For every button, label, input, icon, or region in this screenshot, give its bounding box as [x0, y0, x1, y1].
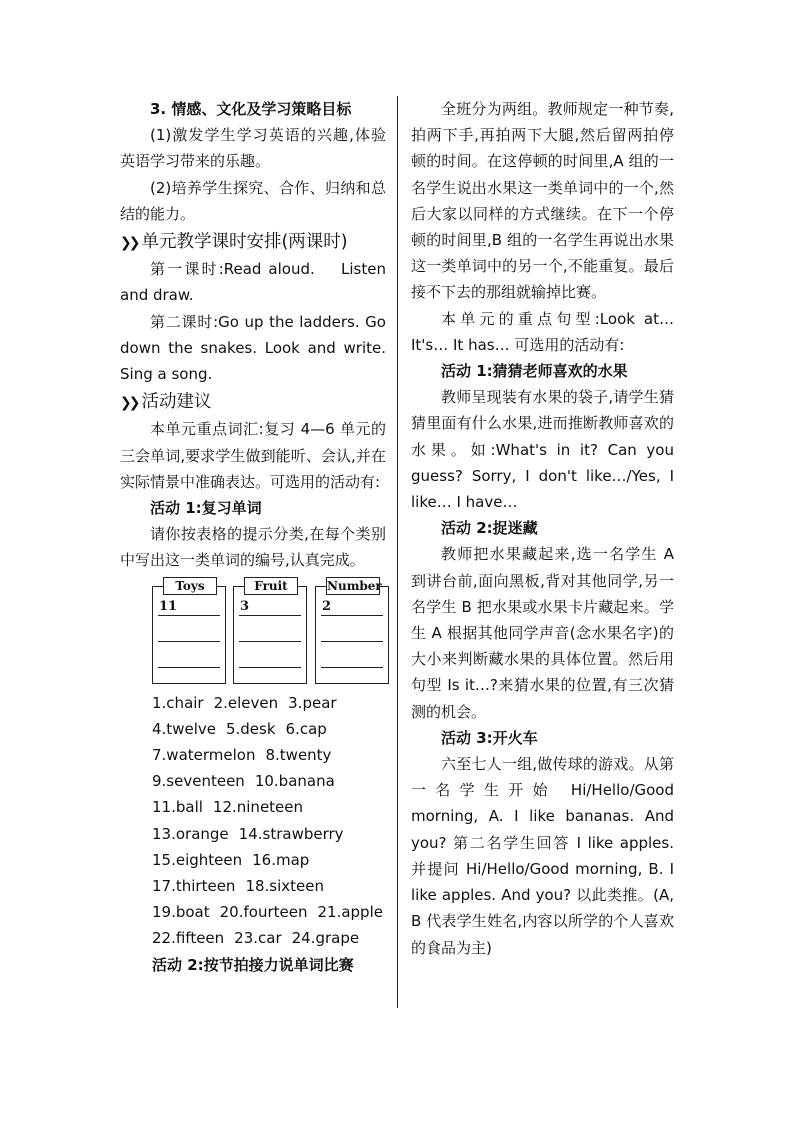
word-item: 8.twenty — [265, 746, 332, 765]
category-label: Fruit — [244, 577, 298, 595]
activity-3-desc: 六至七人一组,做传球的游戏。从第一名学生开始 Hi/Hello/Good morning, A. I like bananas. And you? 第二名学生回答 I like apples. 并提问 Hi/Hello/Good morning, B. I like apples. And you? 以此类推。(A, B 代表学生姓名,内容以所学的个人喜欢的食品为主) — [411, 755, 674, 957]
activity-1-title: 活动 1:猜猜老师喜欢的水果 — [441, 362, 628, 381]
category-entry: 11 — [159, 598, 178, 614]
word-line — [152, 847, 386, 873]
goal-2: (2)培养学生探究、合作、归纳和总结的能力。 — [120, 178, 386, 223]
activity-1-desc: 教师呈现装有水果的袋子,请学生猜猜里面有什么水果,进而推断教师喜欢的水果。如:What's in it? Can you guess? Sorry, I don't like…/Yes, I like… I have… — [411, 388, 674, 512]
rhythm-game-desc: 全班分为两组。教师规定一种节奏,拍两下手,再拍两下大腿,然后留两拍停顿的时间。在这停顿的时间里,A 组的一名学生说出水果这一类单词中的一个,然后大家以同样的方式继续。在下一个停顿的时间里,B 组的一名学生再说出水果这一类单词中的另一个,不能重复。最后接不下去的那组就输掉比赛。 — [411, 100, 674, 302]
word-line — [152, 873, 386, 899]
word-item: 14.strawberry — [238, 824, 344, 843]
word-item: 3.pear — [288, 693, 337, 712]
word-item: 10.banana — [254, 772, 335, 791]
section-heading-goals: 3. 情感、文化及学习策略目标 — [150, 100, 352, 118]
activity-2-desc: 教师把水果藏起来,选一名学生 A 到讲台前,面向黑板,背对其他同学,另一名学生 B 把水果或水果卡片藏起来。学生 A 根据其他同学声音(念水果名字)的大小来判断藏水果的具体位置。然后用句型 Is it…?来猜水果的位置,有三次猜测的机会。 — [411, 545, 674, 721]
category-entry: 2 — [322, 598, 332, 614]
column-divider — [397, 96, 398, 1008]
word-item: 1.chair — [152, 693, 204, 712]
category-box-number — [315, 578, 389, 684]
word-item: 13.orange — [152, 824, 229, 843]
activity-heading-text: 活动建议 — [141, 392, 212, 413]
right-column — [411, 96, 674, 961]
word-item: 18.sixteen — [245, 877, 324, 896]
activity-2-title: 活动 2:捉迷藏 — [441, 519, 538, 538]
word-line — [152, 716, 386, 742]
word-item: 23.car — [234, 929, 282, 948]
word-item: 4.twelve — [152, 719, 216, 738]
schedule-heading-text: 单元教学课时安排(两课时) — [141, 232, 348, 253]
activity-1-title: 活动 1:复习单词 — [150, 499, 262, 518]
double-chevron-icon: ❯❯ — [120, 235, 138, 252]
word-item: 17.thirteen — [152, 877, 236, 896]
word-item: 20.fourteen — [219, 903, 308, 922]
word-line — [152, 925, 386, 951]
activity-heading — [120, 389, 386, 416]
word-item: 19.boat — [152, 903, 210, 922]
category-entry: 3 — [240, 598, 250, 614]
word-item: 11.ball — [152, 798, 203, 817]
word-line — [152, 899, 386, 925]
word-line — [152, 742, 386, 768]
word-item: 2.eleven — [213, 693, 279, 712]
category-label: Number — [327, 578, 382, 593]
lesson-2: 第二课时:Go up the ladders. Go down the snakes. Look and write. Sing a song. — [120, 312, 386, 384]
word-item: 16.map — [252, 850, 310, 869]
left-column — [120, 96, 386, 978]
schedule-heading — [120, 229, 386, 256]
word-item: 6.cap — [285, 719, 327, 738]
word-item: 5.desk — [225, 719, 276, 738]
category-label: Toys — [163, 577, 217, 595]
word-item: 22.fifteen — [152, 929, 225, 948]
word-line — [152, 690, 386, 716]
word-line — [152, 821, 386, 847]
activity-2-title: 活动 2:按节拍接力说单词比赛 — [152, 955, 354, 974]
goal-1: (1)激发学生学习英语的兴趣,体验英语学习带来的乐趣。 — [120, 126, 386, 171]
double-chevron-icon: ❯❯ — [120, 395, 138, 412]
word-item: 15.eighteen — [152, 850, 243, 869]
category-box-toys — [152, 578, 226, 684]
word-list — [120, 690, 386, 952]
word-item: 21.apple — [317, 903, 383, 922]
lesson-1: 第一课时:Read aloud. Listen and draw. — [120, 260, 386, 305]
activity-1-desc: 请你按表格的提示分类,在每个类别中写出这一类单词的编号,认真完成。 — [120, 525, 386, 570]
word-item: 9.seventeen — [152, 772, 245, 791]
category-box-fruit — [233, 578, 307, 684]
word-line — [152, 768, 386, 794]
category-boxes — [120, 578, 386, 686]
word-line — [152, 794, 386, 820]
activity-3-title: 活动 3:开火车 — [441, 728, 538, 747]
word-item: 12.nineteen — [212, 798, 304, 817]
word-item: 7.watermelon — [152, 746, 256, 765]
key-sentences: 本单元的重点句型:Look at… It's… It has… 可选用的活动有: — [411, 309, 674, 354]
word-item: 24.grape — [291, 929, 360, 948]
vocab-intro: 本单元重点词汇:复习 4—6 单元的三会单词,要求学生做到能听、会认,并在实际情景中准确表达。可选用的活动有: — [120, 420, 386, 491]
